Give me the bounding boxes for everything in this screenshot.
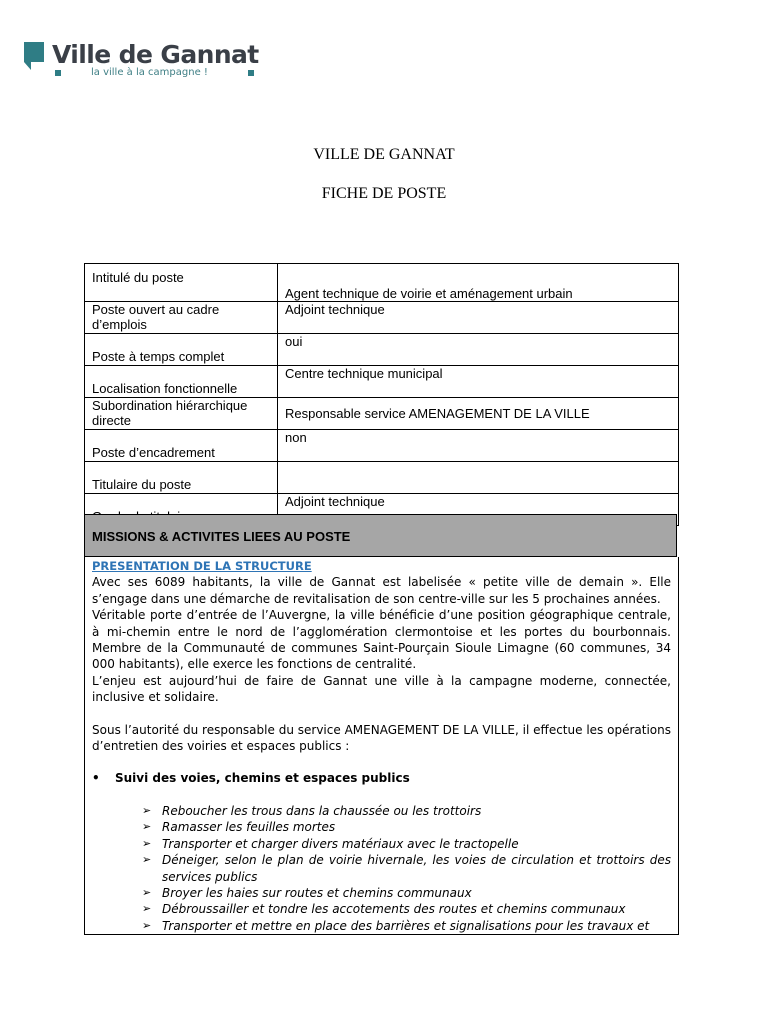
field-value: oui xyxy=(278,334,679,366)
field-label: Poste d’encadrement xyxy=(85,430,278,462)
document-heading: FICHE DE POSTE xyxy=(321,185,447,202)
ville-de-gannat-logo xyxy=(22,40,262,80)
list-item: ➢ Transporter et charger divers matériaux avec le tractopelle xyxy=(142,836,519,851)
table-row xyxy=(85,334,679,366)
list-item: ➢ Déneiger, selon le plan de voirie hivernale, les voies de circulation et trottoirs des services publics xyxy=(142,853,671,884)
task-list xyxy=(92,803,671,934)
list-item: ➢ Broyer les haies sur routes et chemins communaux xyxy=(142,885,472,900)
arrow-bullet-icon: ➢ xyxy=(142,902,152,916)
table-row xyxy=(85,302,679,334)
arrow-bullet-icon: ➢ xyxy=(142,885,152,899)
field-value: Centre technique municipal xyxy=(278,366,679,398)
field-value: Adjoint technique xyxy=(278,302,679,334)
field-label: Poste à temps complet xyxy=(85,334,278,366)
table-row xyxy=(85,366,679,398)
logo-title: Ville de Gannat xyxy=(52,40,259,69)
arrow-bullet-icon: ➢ xyxy=(142,853,152,867)
list-item: ➢ Ramasser les feuilles mortes xyxy=(142,820,336,835)
section-bullet-title: Suivi des voies, chemins et espaces publics xyxy=(115,771,410,786)
logo-subtitle: la ville à la campagne ! xyxy=(91,67,208,78)
table-row xyxy=(85,430,679,462)
field-label: Poste ouvert au cadre d’emplois xyxy=(85,302,278,334)
structure-paragraph: Véritable porte d’entrée de l’Auvergne, la ville bénéficie d’une position géographique centrale, à mi-chemin entre le nord de l’agglomération clermontoise et les portes du bourbonnais. Membre de la Communauté de communes Saint-Pourçain Sioule Limagne (60 communes, 34 000 habitants), elle exerce les fonctions de centralité. xyxy=(92,608,671,672)
arrow-bullet-icon: ➢ xyxy=(142,918,152,932)
arrow-bullet-icon: ➢ xyxy=(142,803,152,817)
structure-paragraph: Avec ses 6089 habitants, la ville de Gannat est labelisée « petite ville de demain ». Elle s’engage dans une démarche de revitalisation de son centre-ville sur les 5 prochaines années. xyxy=(92,575,671,606)
table-row xyxy=(85,264,679,302)
arrow-bullet-icon: ➢ xyxy=(142,836,152,850)
arrow-bullet-icon: ➢ xyxy=(142,820,152,834)
list-item: ➢ Débroussailler et tondre les accotements des routes et chemins communaux xyxy=(142,902,626,917)
table-row xyxy=(85,398,679,430)
field-label: Intitulé du poste xyxy=(85,264,278,302)
bullet-icon: • xyxy=(92,771,100,786)
list-item: ➢ Reboucher les trous dans la chaussée ou les trottoirs xyxy=(142,803,482,818)
city-heading: VILLE DE GANNAT xyxy=(313,146,455,163)
authority-paragraph: Sous l’autorité du responsable du service AMENAGEMENT DE LA VILLE, il effectue les opérations d’entretien des voiries et espaces publics : xyxy=(92,722,671,754)
field-value: non xyxy=(278,430,679,462)
job-info-table xyxy=(84,263,679,526)
field-label: Subordination hiérarchique directe xyxy=(85,398,278,430)
field-value: Agent technique de voirie et aménagement urbain xyxy=(278,264,679,302)
field-value: Responsable service AMENAGEMENT DE LA VILLE xyxy=(278,398,679,430)
missions-section-header: MISSIONS & ACTIVITES LIEES AU POSTE xyxy=(84,514,677,557)
field-value xyxy=(278,462,679,494)
table-row xyxy=(85,462,679,494)
field-label: Titulaire du poste xyxy=(85,462,278,494)
section-bullet xyxy=(92,770,671,786)
structure-presentation-heading: PRESENTATION DE LA STRUCTURE xyxy=(92,559,312,573)
field-value: Adjoint technique xyxy=(278,494,679,526)
field-label: Localisation fonctionnelle xyxy=(85,366,278,398)
structure-paragraph: L’enjeu est aujourd’hui de faire de Gannat une ville à la campagne moderne, connectée, inclusive et solidaire. xyxy=(92,673,671,705)
missions-content xyxy=(84,557,679,935)
list-item: ➢ Transporter et mettre en place des barrières et signalisations pour les travaux et xyxy=(142,918,650,933)
